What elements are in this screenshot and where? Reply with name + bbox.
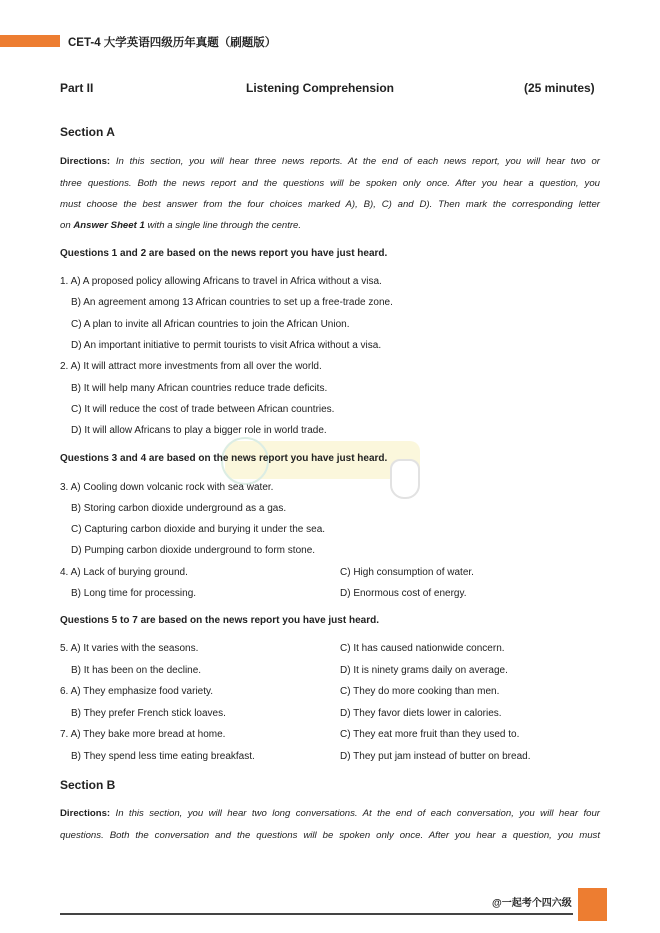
question-option: B) An agreement among 13 African countries to set up a free-trade zone.	[71, 297, 393, 308]
section-b-title: Section B	[60, 778, 116, 792]
section-a-directions-line	[60, 215, 600, 237]
answer-sheet-ref: Answer Sheet 1	[73, 220, 145, 231]
question-option: 4. A) Lack of burying ground.	[60, 567, 188, 578]
directions-text: In this section, you will hear three news reports. At the end of each news report, you will hear two or	[115, 156, 600, 167]
footer-accent-square	[578, 888, 607, 921]
question-option: 6. A) They emphasize food variety.	[60, 686, 214, 697]
part-time: (25 minutes)	[524, 81, 595, 95]
question-option: B) It has been on the decline.	[71, 665, 202, 676]
section-a-directions-line: must choose the best answer from the four choices marked A), B), C) and D). Then mark the corresponding letter	[60, 199, 600, 210]
directions-text: In this section, you will hear two long conversations. At the end of each conversation, you will hear four	[115, 808, 600, 819]
question-option: D) They put jam instead of butter on bread.	[340, 751, 531, 762]
footer-rule	[60, 913, 573, 915]
directions-text: with a single line through the centre.	[147, 220, 302, 231]
section-b-directions-line	[60, 803, 600, 825]
section-b-directions-line: questions. Both the conversation and the questions will be spoken only once. After you hear a question, you must	[60, 830, 600, 841]
question-option: D) Pumping carbon dioxide underground to form stone.	[71, 545, 316, 556]
question-option: 2. A) It will attract more investments from all over the world.	[60, 361, 322, 372]
question-group-heading: Questions 3 and 4 are based on the news report you have just heard.	[60, 453, 388, 464]
document-header-title: CET-4 大学英语四级历年真题（刷题版）	[68, 37, 277, 49]
hand-pointer-icon	[390, 459, 420, 499]
question-option: C) Capturing carbon dioxide and burying it under the sea.	[71, 524, 326, 535]
question-option: 5. A) It varies with the seasons.	[60, 643, 199, 654]
part-label: Part II	[60, 81, 94, 95]
question-option: D) Enormous cost of energy.	[340, 588, 467, 599]
section-a-title: Section A	[60, 125, 115, 139]
question-option: D) It is ninety grams daily on average.	[340, 665, 508, 676]
part-title: Listening Comprehension	[246, 81, 395, 95]
section-a-directions-line: three questions. Both the news report and the questions will be spoken only once. After you hear a question, you	[60, 178, 600, 189]
footer-brand: @一起考个四六级	[492, 898, 572, 909]
directions-label: Directions:	[60, 156, 111, 167]
question-option: B) It will help many African countries reduce trade deficits.	[71, 383, 328, 394]
question-option: B) Storing carbon dioxide underground as a gas.	[71, 503, 287, 514]
directions-label: Directions:	[60, 808, 111, 819]
question-option: B) They prefer French stick loaves.	[71, 708, 226, 719]
header-accent-bar	[0, 35, 60, 47]
question-option: B) Long time for processing.	[71, 588, 197, 599]
question-option: 7. A) They bake more bread at home.	[60, 729, 226, 740]
question-option: C) It will reduce the cost of trade between African countries.	[71, 404, 335, 415]
question-group-heading: Questions 1 and 2 are based on the news report you have just heard.	[60, 248, 388, 259]
question-option: 1. A) A proposed policy allowing Africans to travel in Africa without a visa.	[60, 276, 382, 287]
question-option: D) They favor diets lower in calories.	[340, 708, 502, 719]
question-option: C) High consumption of water.	[340, 567, 474, 578]
question-option: D) It will allow Africans to play a bigger role in world trade.	[71, 425, 327, 436]
question-option: B) They spend less time eating breakfast.	[71, 751, 255, 762]
question-option: C) They eat more fruit than they used to.	[340, 729, 520, 740]
question-option: C) A plan to invite all African countries to join the African Union.	[71, 319, 350, 330]
directions-text: on	[60, 220, 71, 231]
question-group-heading: Questions 5 to 7 are based on the news report you have just heard.	[60, 615, 379, 626]
section-a-directions-line	[60, 151, 600, 173]
question-option: D) An important initiative to permit tourists to visit Africa without a visa.	[71, 340, 382, 351]
question-option: C) It has caused nationwide concern.	[340, 643, 505, 654]
question-option: C) They do more cooking than men.	[340, 686, 500, 697]
question-option: 3. A) Cooling down volcanic rock with sea water.	[60, 482, 274, 493]
